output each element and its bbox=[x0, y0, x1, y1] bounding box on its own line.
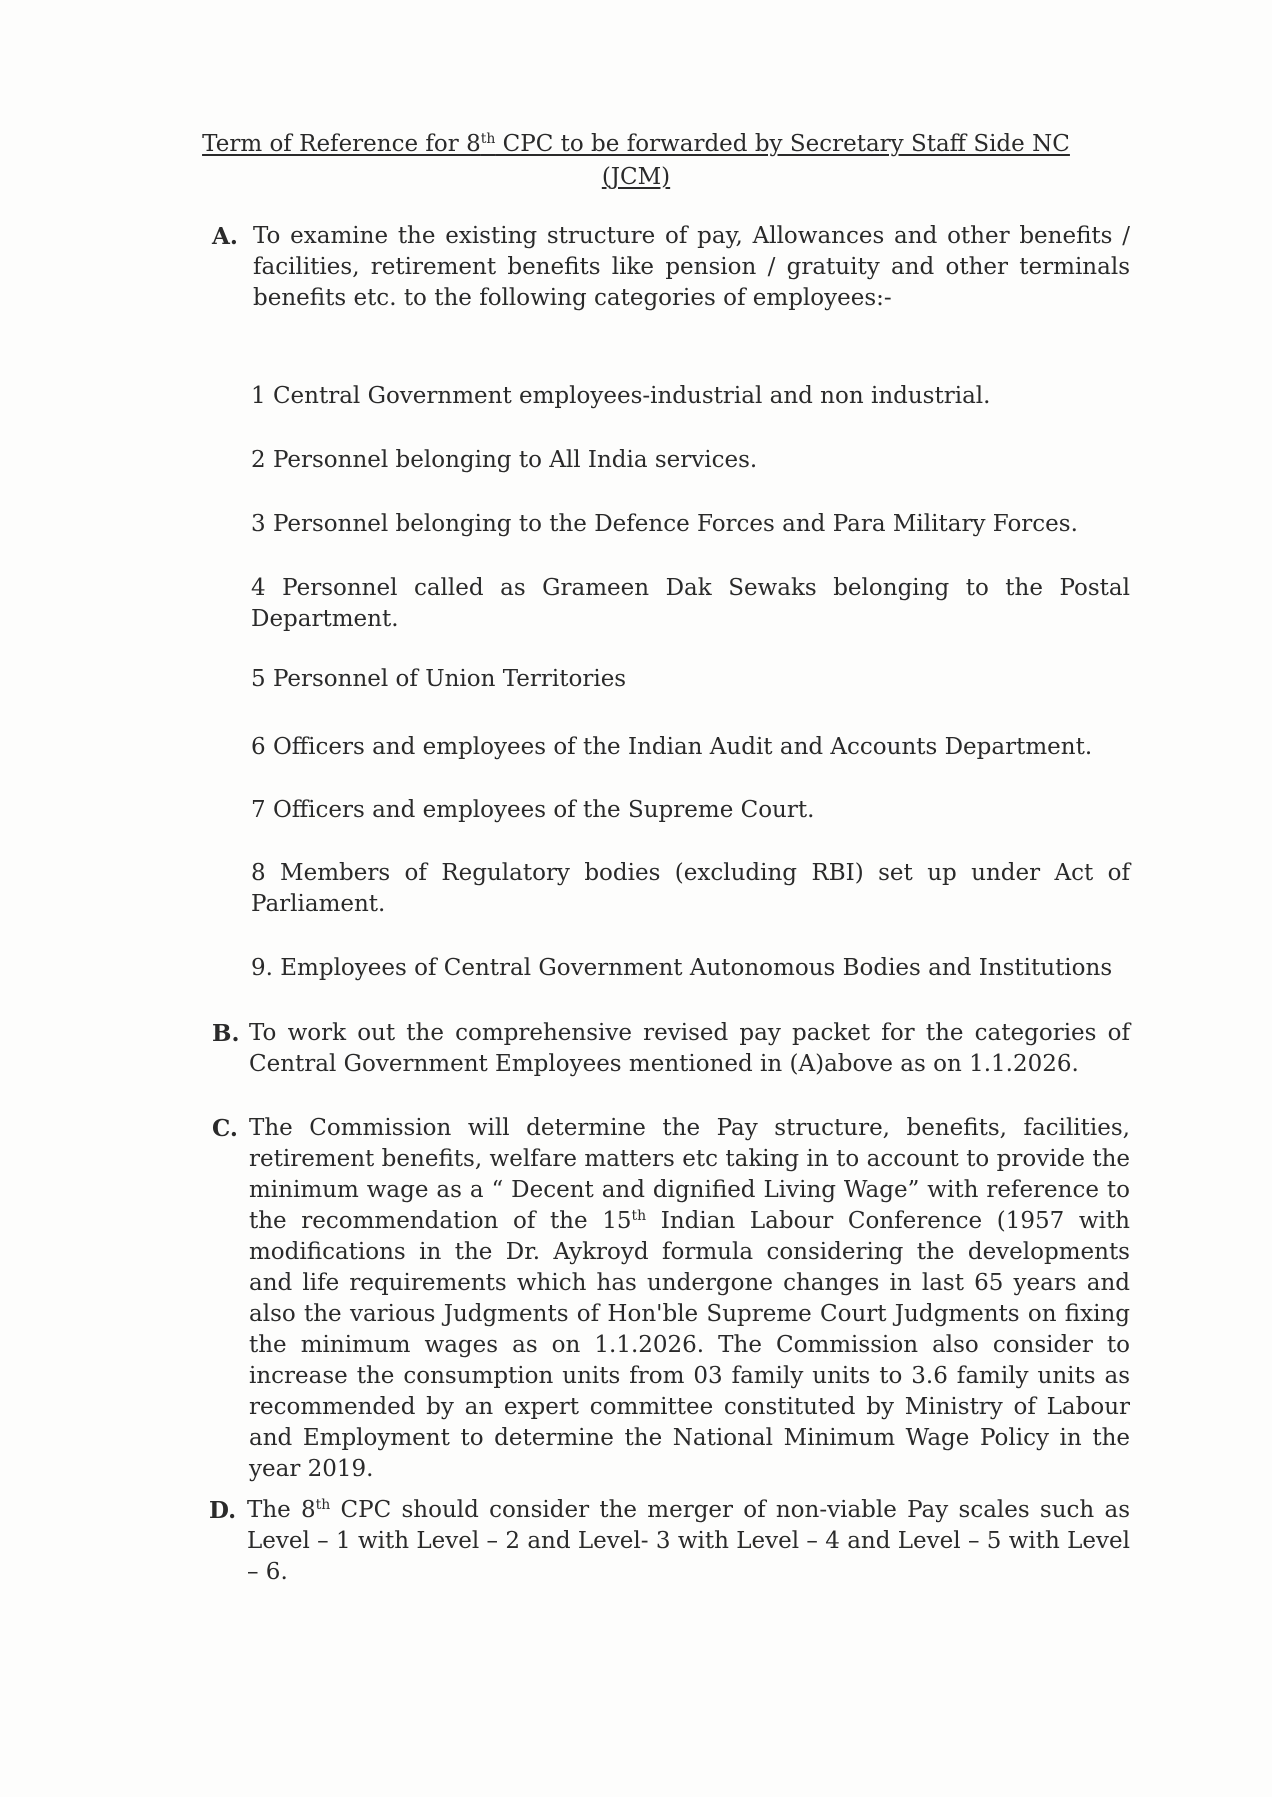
section-b-text: To work out the comprehensive revised pay packet for the categories of Central Government Employees mentioned in (A)above as on 1.1.2026. bbox=[249, 1020, 1130, 1077]
list-item-8: 8 Members of Regulatory bodies (excluding RBI) set up under Act of Parliament. bbox=[251, 860, 1130, 917]
section-c-text: The Commission will determine the Pay structure, benefits, facilities, retirement benefits, welfare matters etc taking in to account to provide the minimum wage as a “ Decent and dignified Living Wage” with reference to the recommendation of the 15th Indian Labour Conference (1957 with modifications in the Dr. Aykroyd formula considering the developments and life requirements which has undergone changes in last 65 years and also the various Judgments of Hon'ble Supreme Court Judgments on fixing the minimum wages as on 1.1.2026. The Commission also consider to increase the consumption units from 03 family units to 3.6 family units as recommended by an expert committee constituted by Ministry of Labour and Employment to determine the National Minimum Wage Policy in the year 2019. bbox=[249, 1115, 1130, 1482]
list-item-4: 4 Personnel called as Grameen Dak Sewaks belonging to the Postal Department. bbox=[251, 575, 1130, 632]
list-item-2: 2 Personnel belonging to All India services. bbox=[251, 447, 758, 473]
list-item-3: 3 Personnel belonging to the Defence Forces and Para Military Forces. bbox=[251, 511, 1078, 537]
section-c-marker: C. bbox=[212, 1115, 238, 1142]
section-d-marker: D. bbox=[209, 1497, 237, 1524]
section-b-marker: B. bbox=[212, 1020, 240, 1047]
title-line-1: Term of Reference for 8th CPC to be forwarded by Secretary Staff Side NC bbox=[202, 131, 1070, 157]
section-a-marker: A. bbox=[212, 223, 238, 250]
document-title bbox=[0, 128, 1272, 194]
list-item-9: 9. Employees of Central Government Autonomous Bodies and Institutions bbox=[251, 955, 1113, 981]
section-d-text: The 8th CPC should consider the merger of non-viable Pay scales such as Level – 1 with Level – 2 and Level- 3 with Level – 4 and Level – 5 with Level – 6. bbox=[247, 1497, 1130, 1585]
list-item-7: 7 Officers and employees of the Supreme Court. bbox=[251, 797, 815, 823]
title-line-2: (JCM) bbox=[601, 164, 671, 190]
list-item-1: 1 Central Government employees-industrial and non industrial. bbox=[251, 383, 991, 409]
section-a-text: To examine the existing structure of pay, Allowances and other benefits / facilities, retirement benefits like pension / gratuity and other terminals benefits etc. to the following categories of employees:- bbox=[253, 223, 1130, 311]
list-item-5: 5 Personnel of Union Territories bbox=[251, 666, 627, 692]
list-item-6: 6 Officers and employees of the Indian Audit and Accounts Department. bbox=[251, 734, 1093, 760]
